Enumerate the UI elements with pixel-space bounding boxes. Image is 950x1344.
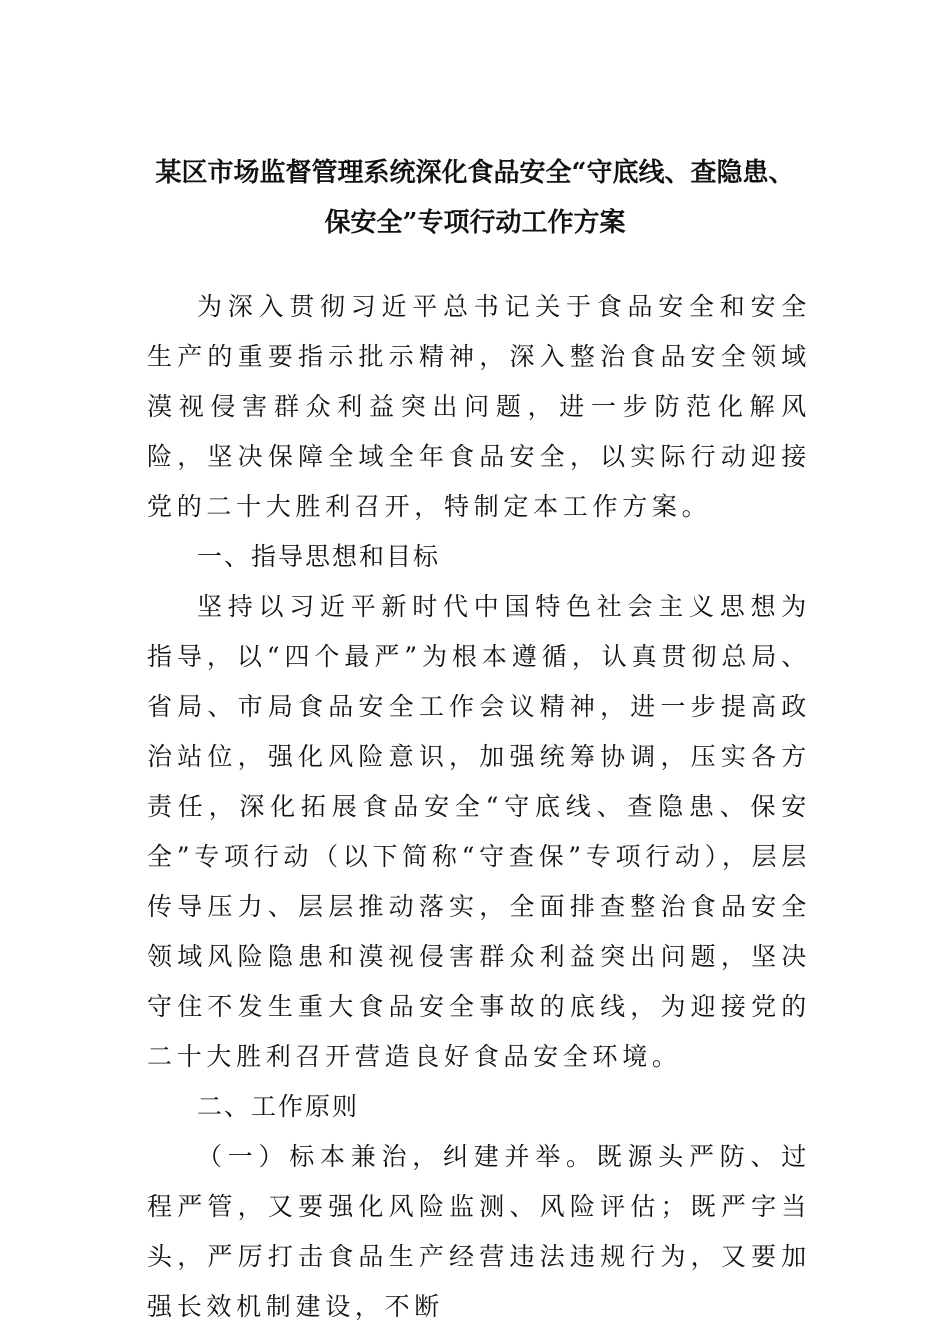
- document-body: [147, 282, 811, 1332]
- intro-paragraph: 为深入贯彻习近平总书记关于食品安全和安全生产的重要指示批示精神，深入整治食品安全领域漠视侵害群众利益突出问题，进一步防范化解风险，坚决保障全域全年食品安全，以实际行动迎接党的二十大胜利召开，特制定本工作方案。: [147, 292, 811, 521]
- document-title-line-1: 某区市场监督管理系统深化食品安全“守底线、查隐患、: [155, 158, 795, 188]
- section-2-item-1: （一）标本兼治，纠建并举。既源头严防、过程严管，又要强化风险监测、风险评估；既严字当头，严厉打击食品生产经营违法违规行为，又要加强长效机制建设，不断: [147, 1142, 811, 1321]
- section-1-heading: 一、指导思想和目标: [197, 542, 441, 571]
- section-2-heading: 二、工作原则: [197, 1092, 360, 1121]
- document-title-line-2: 保安全”专项行动工作方案: [324, 208, 626, 238]
- section-1-paragraph: 坚持以习近平新时代中国特色社会主义思想为指导，以“四个最严”为根本遵循，认真贯彻总局、省局、市局食品安全工作会议精神，进一步提高政治站位，强化风险意识，加强统筹协调，压实各方责任，深化拓展食品安全“守底线、查隐患、保安全”专项行动（以下简称“守查保”专项行动），层层传导压力、层层推动落实，全面排查整治食品安全领域风险隐患和漠视侵害群众利益突出问题，坚决守住不发生重大食品安全事故的底线，为迎接党的二十大胜利召开营造良好食品安全环境。: [147, 592, 811, 1071]
